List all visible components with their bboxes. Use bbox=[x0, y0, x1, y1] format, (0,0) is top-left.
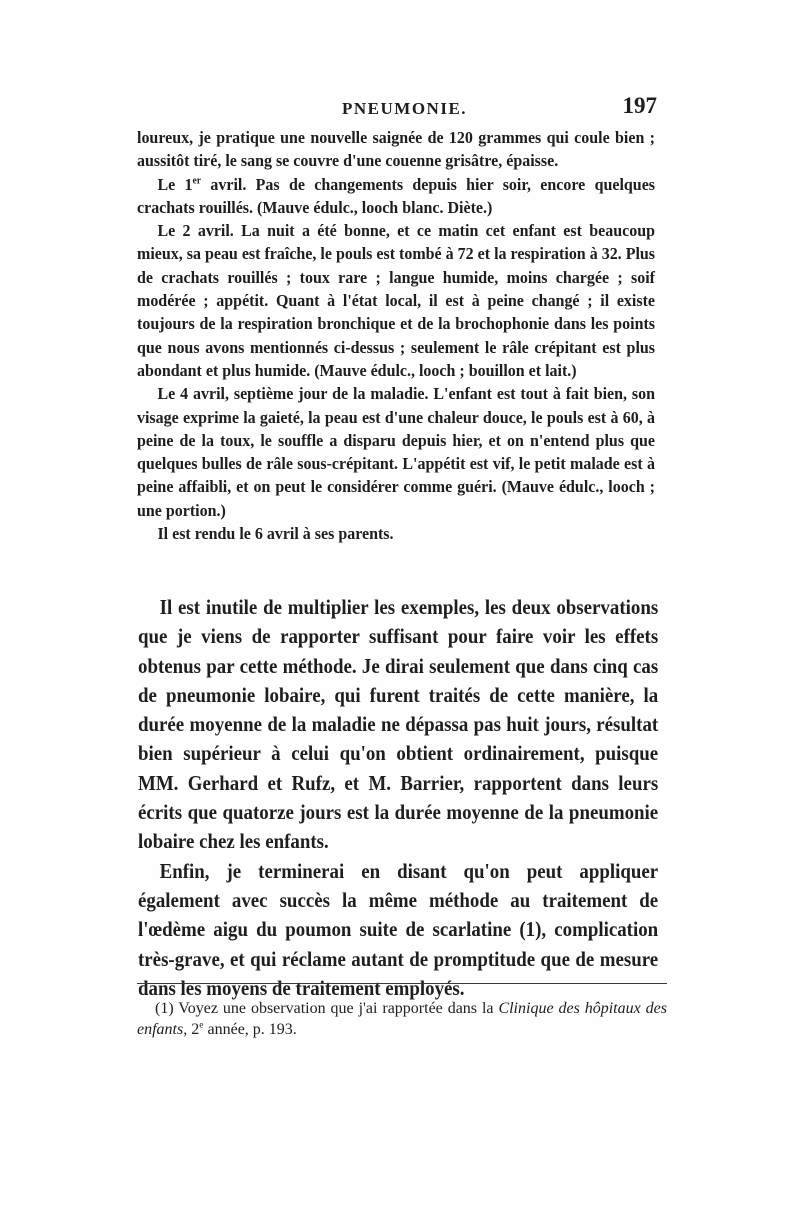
superscript: e bbox=[199, 1019, 204, 1031]
footnote-text bbox=[137, 998, 667, 1040]
paragraph: Le 2 avril. La nuit a été bonne, et ce matin cet enfant est beaucoup mieux, sa peau est fraîche, le pouls est tombé à 72 et la respiration à 32. Plus de crachats rouillés ; toux rare ; langue humide, moins chargée ; soif modérée ; appétit. Quant à l'état local, il est à peine changé ; il existe toujours de la respiration bronchique et de la brochophonie dans les points que nous avons mentionnés ci-dessus ; seulement le râle crépitant est plus abondant et plus humide. (Mauve édulc., looch ; bouillon et lait.) bbox=[137, 221, 656, 380]
footnote-rule bbox=[137, 983, 667, 984]
footnote-sep: , bbox=[183, 1021, 192, 1038]
paragraph: Il est inutile de multiplier les exemples, les deux observations que je viens de rapporter suffisant pour faire voir les effets obtenus par cette méthode. Je dirai seulement que dans cinq cas de pneumonie lobaire, qui furent traités de cette manière, la durée moyenne de la maladie ne dépassa pas huit jours, résultat bien supérieur à celui qu'on obtient ordinairement, puisque MM. Gerhard et Rufz, et M. Barrier, rapportent dans leurs écrits que quatorze jours est la durée moyenne de la pneumonie lobaire chez les enfants. bbox=[138, 595, 659, 854]
main-text bbox=[138, 593, 658, 1003]
case-notes bbox=[137, 126, 655, 545]
superscript: er bbox=[192, 174, 202, 186]
paragraph bbox=[137, 173, 655, 220]
page-header bbox=[137, 93, 657, 123]
running-head: PNEUMONIE. bbox=[342, 99, 468, 118]
paragraph-text: avril. Pas de changements depuis hier soir, encore quelques crachats rouillés. (Mauve édulc., looch blanc. Diète.) bbox=[137, 174, 656, 217]
paragraph: Enfin, je terminerai en disant qu'on peut appliquer également avec succès la même méthode au traitement de l'œdème aigu du poumon suite de scarlatine (1), complication très-grave, et qui réclame autant de promptitude que de mesure dans les moyens de traitement employés. bbox=[138, 858, 659, 1000]
footnote-lead: (1) Voyez une observation que j'ai rapportée dans la bbox=[155, 1000, 499, 1017]
footnote-tail: année, p. 193. bbox=[203, 1021, 297, 1038]
footnote bbox=[137, 998, 667, 1040]
paragraph: loureux, je pratique une nouvelle saignée de 120 grammes qui coule bien ; aussitôt tiré, le sang se couvre d'une couenne grisâtre, épaisse. bbox=[137, 128, 656, 171]
footnote-title: Clinique des hôpitaux des enfants bbox=[137, 1000, 667, 1038]
date-text: Le 1 bbox=[157, 174, 193, 194]
footnote-year: 2 bbox=[191, 1021, 200, 1038]
paragraph: Il est rendu le 6 avril à ses parents. bbox=[157, 524, 394, 544]
paragraph: Le 4 avril, septième jour de la maladie. L'enfant est tout à fait bien, son visage exprime la gaieté, la peau est d'une chaleur douce, le pouls est à 60, à peine de la toux, le souffle a disparu depuis hier, et on n'entend plus que quelques bulles de râle sous-crépitant. L'appétit est vif, le petit malade est à peine affaibli, et on peut le considérer comme guéri. (Mauve édulc., looch ; une portion.) bbox=[137, 384, 656, 520]
page-number: 197 bbox=[622, 93, 657, 118]
